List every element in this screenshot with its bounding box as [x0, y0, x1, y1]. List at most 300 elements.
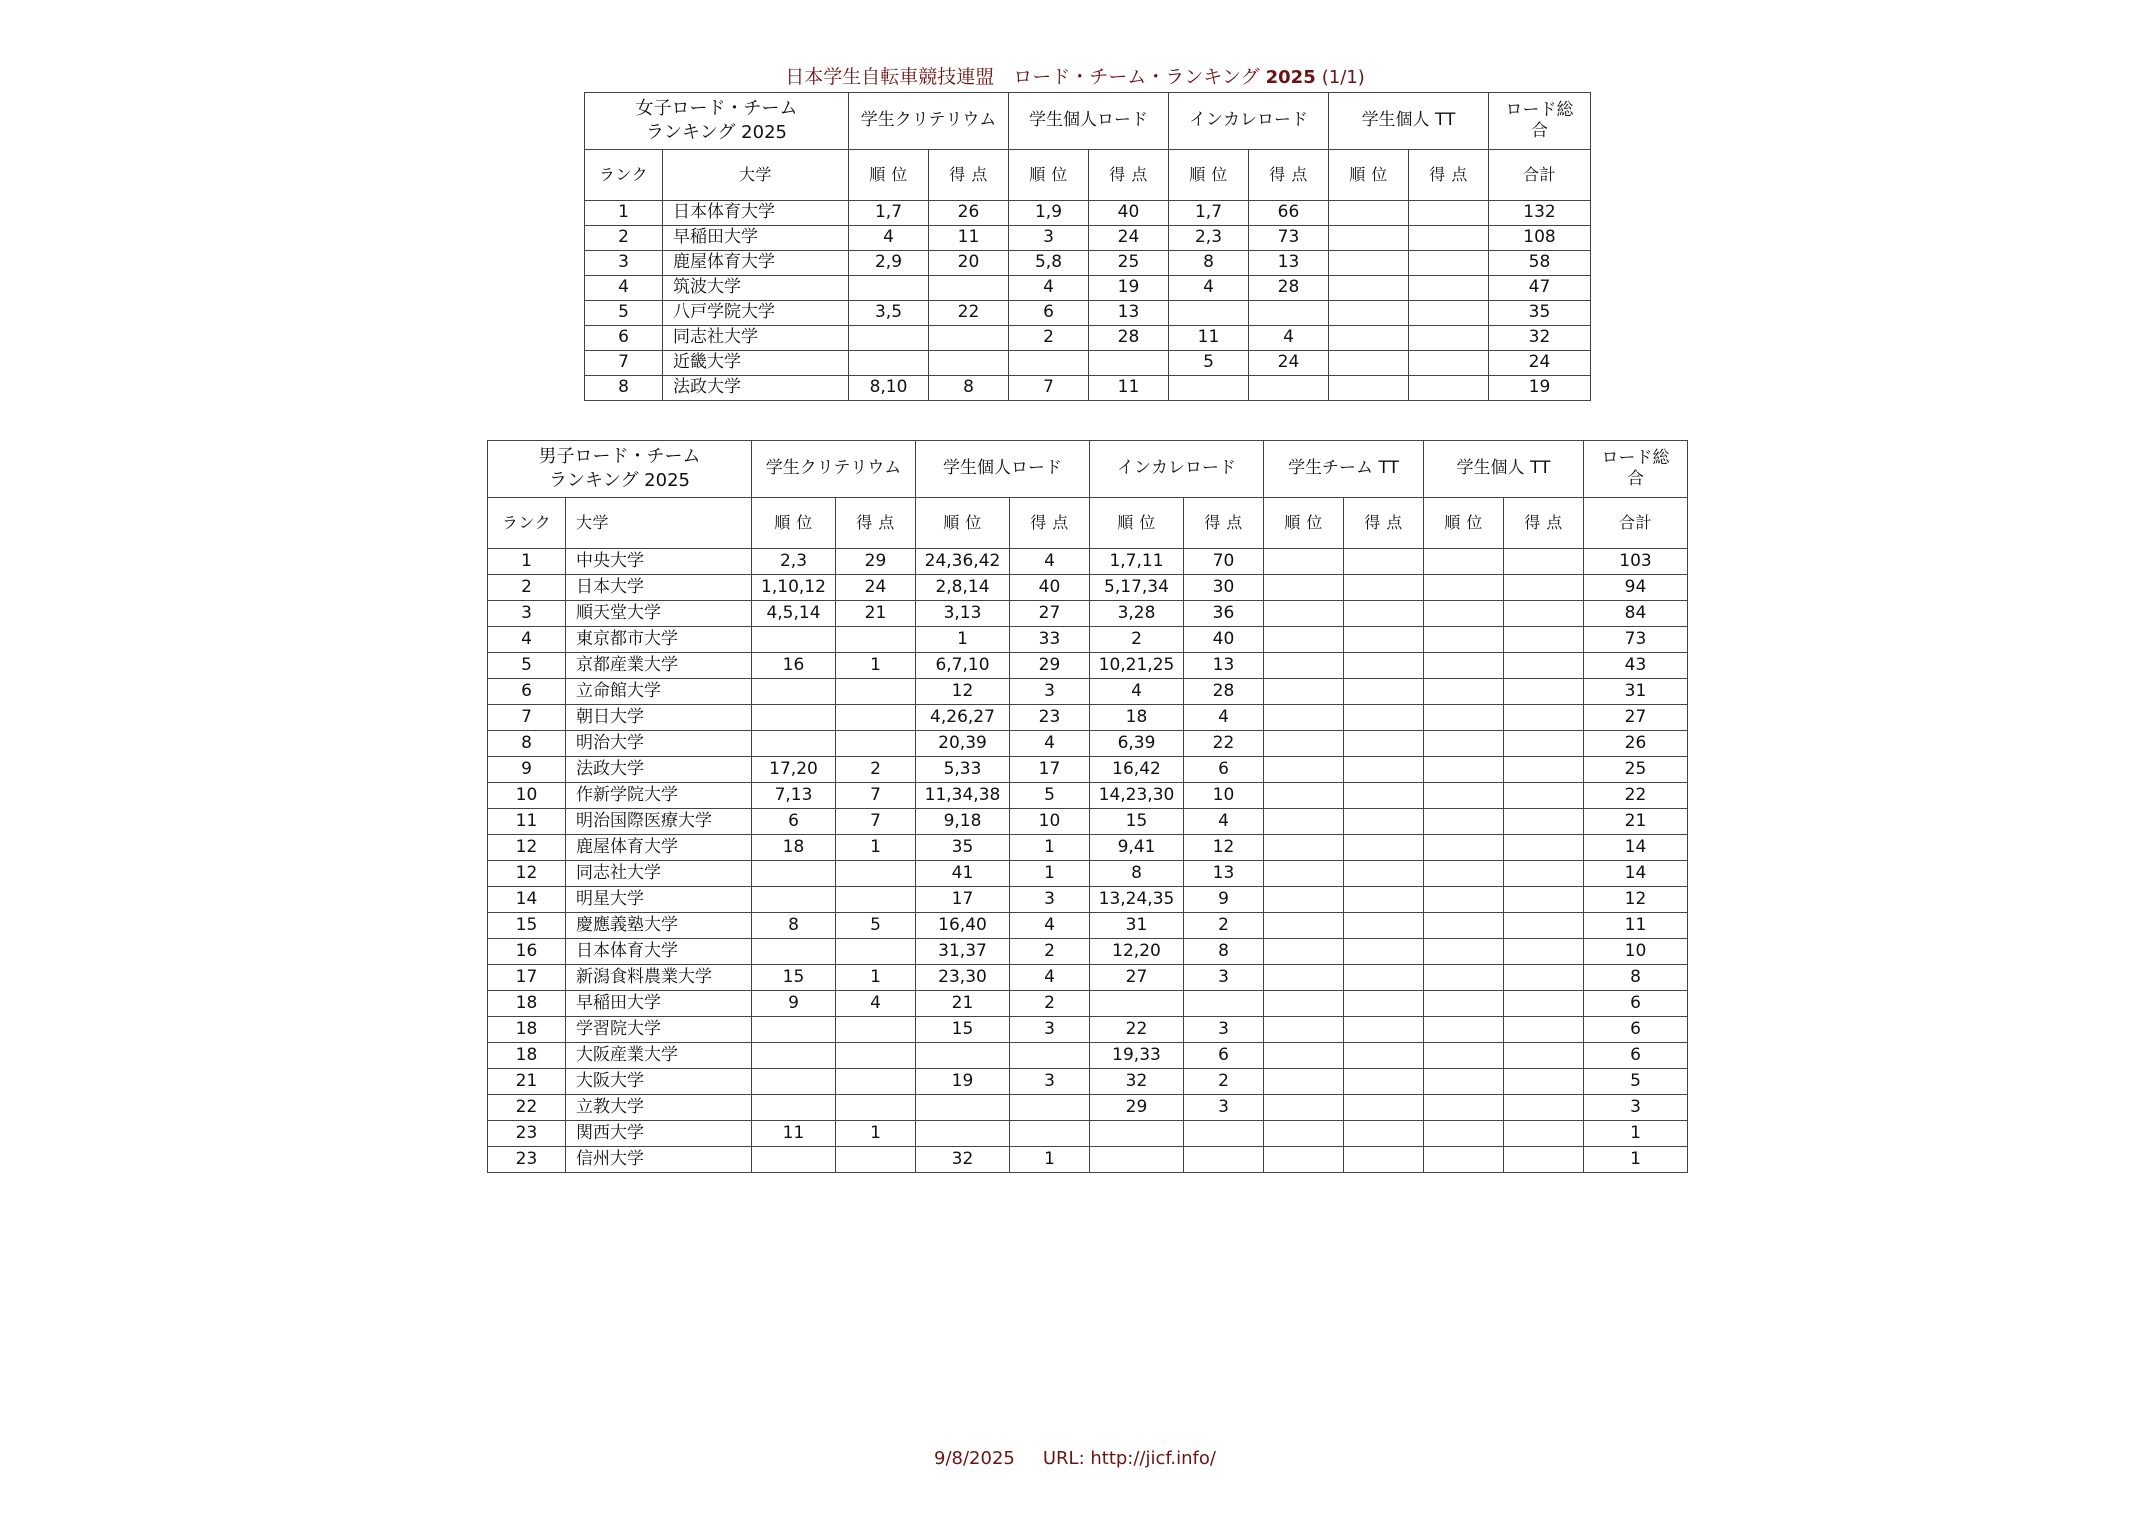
men-cell-ic_pl — [1090, 1121, 1184, 1147]
men-cell-ttt_pt — [1344, 1043, 1424, 1069]
men-cell-rank: 5 — [488, 653, 566, 679]
women-cell-ic_pt: 13 — [1249, 251, 1329, 276]
men-table-row — [488, 549, 1688, 575]
men-cell-tt_pt — [1504, 549, 1584, 575]
women-cell-uni: 法政大学 — [663, 376, 849, 401]
men-table-row — [488, 783, 1688, 809]
men-cell-i_pl: 19 — [916, 1069, 1010, 1095]
men-cell-tt_pt — [1504, 783, 1584, 809]
men-cell-ic_pt: 3 — [1184, 965, 1264, 991]
men-cell-ic_pt: 3 — [1184, 1017, 1264, 1043]
women-cell-c_pl: 4 — [849, 226, 929, 251]
men-cell-i_pt: 17 — [1010, 757, 1090, 783]
women-cell-tt_pt — [1409, 226, 1489, 251]
men-cell-total: 5 — [1584, 1069, 1688, 1095]
footer-url: URL: http://jicf.info/ — [1042, 1448, 1216, 1469]
men-cell-ttt_pt — [1344, 627, 1424, 653]
men-cell-c_pl — [752, 887, 836, 913]
women-cell-rank: 2 — [585, 226, 663, 251]
men-cell-ttt_pl — [1264, 627, 1344, 653]
women-sub-tt-place: 順 位 — [1329, 150, 1409, 201]
women-cell-tt_pl — [1329, 201, 1409, 226]
men-cell-uni: 東京都市大学 — [566, 627, 752, 653]
men-table-row — [488, 939, 1688, 965]
men-cell-tt_pl — [1424, 809, 1504, 835]
men-cell-c_pl: 16 — [752, 653, 836, 679]
men-cell-i_pl: 21 — [916, 991, 1010, 1017]
women-cell-i_pl: 7 — [1009, 376, 1089, 401]
men-cell-ic_pt: 12 — [1184, 835, 1264, 861]
women-table-row — [585, 376, 1591, 401]
men-cell-i_pl: 12 — [916, 679, 1010, 705]
men-cell-c_pt — [836, 731, 916, 757]
page-footer — [0, 1448, 2150, 1469]
men-cell-i_pt: 1 — [1010, 861, 1090, 887]
women-cell-c_pt — [929, 326, 1009, 351]
women-cell-tt_pt — [1409, 251, 1489, 276]
men-cell-rank: 18 — [488, 991, 566, 1017]
men-cell-rank: 10 — [488, 783, 566, 809]
men-cell-tt_pl — [1424, 939, 1504, 965]
men-cell-i_pl: 5,33 — [916, 757, 1010, 783]
men-cell-tt_pt — [1504, 1121, 1584, 1147]
men-table-row — [488, 1017, 1688, 1043]
women-cell-ic_pt — [1249, 301, 1329, 326]
men-cell-rank: 8 — [488, 731, 566, 757]
men-cell-uni: 鹿屋体育大学 — [566, 835, 752, 861]
women-cell-i_pl: 3 — [1009, 226, 1089, 251]
men-cell-ic_pl — [1090, 1147, 1184, 1173]
men-cell-ttt_pl — [1264, 991, 1344, 1017]
men-cell-i_pl: 9,18 — [916, 809, 1010, 835]
women-cell-c_pt: 11 — [929, 226, 1009, 251]
men-cell-total: 21 — [1584, 809, 1688, 835]
men-cell-rank: 23 — [488, 1121, 566, 1147]
men-table-row — [488, 1043, 1688, 1069]
men-cell-ic_pl: 19,33 — [1090, 1043, 1184, 1069]
men-cell-c_pl — [752, 731, 836, 757]
women-cell-ic_pt: 66 — [1249, 201, 1329, 226]
men-cell-rank: 2 — [488, 575, 566, 601]
men-cell-tt_pl — [1424, 913, 1504, 939]
men-cell-uni: 日本体育大学 — [566, 939, 752, 965]
men-cell-ttt_pt — [1344, 549, 1424, 575]
men-cell-ttt_pl — [1264, 757, 1344, 783]
women-header-road-total: ロード総 合 — [1489, 93, 1591, 150]
men-cell-tt_pt — [1504, 991, 1584, 1017]
men-cell-tt_pt — [1504, 809, 1584, 835]
men-table-row — [488, 601, 1688, 627]
men-cell-ttt_pl — [1264, 1017, 1344, 1043]
men-cell-i_pl: 1 — [916, 627, 1010, 653]
men-cell-rank: 4 — [488, 627, 566, 653]
men-table-row — [488, 991, 1688, 1017]
men-cell-ttt_pl — [1264, 1095, 1344, 1121]
men-cell-rank: 7 — [488, 705, 566, 731]
men-cell-c_pl — [752, 705, 836, 731]
women-header-criterium: 学生クリテリウム — [849, 93, 1009, 150]
men-cell-ic_pl: 27 — [1090, 965, 1184, 991]
women-cell-total: 108 — [1489, 226, 1591, 251]
men-cell-i_pt: 3 — [1010, 1017, 1090, 1043]
men-table-row — [488, 731, 1688, 757]
men-cell-total: 8 — [1584, 965, 1688, 991]
men-subheader-row — [488, 498, 1688, 549]
men-table-row — [488, 705, 1688, 731]
men-cell-c_pl: 7,13 — [752, 783, 836, 809]
men-cell-uni: 朝日大学 — [566, 705, 752, 731]
men-cell-i_pt — [1010, 1095, 1090, 1121]
men-cell-tt_pl — [1424, 1095, 1504, 1121]
men-cell-i_pl: 32 — [916, 1147, 1010, 1173]
women-cell-uni: 近畿大学 — [663, 351, 849, 376]
women-sub-intercollege-points: 得 点 — [1249, 150, 1329, 201]
men-cell-uni: 学習院大学 — [566, 1017, 752, 1043]
women-cell-tt_pl — [1329, 276, 1409, 301]
men-cell-total: 94 — [1584, 575, 1688, 601]
men-cell-ttt_pt — [1344, 887, 1424, 913]
men-cell-ic_pt: 8 — [1184, 939, 1264, 965]
men-cell-c_pt — [836, 1069, 916, 1095]
men-cell-uni: 早稲田大学 — [566, 991, 752, 1017]
men-cell-c_pl — [752, 1069, 836, 1095]
women-cell-tt_pl — [1329, 351, 1409, 376]
women-table-caption: 女子ロード・チーム ランキング 2025 — [585, 93, 849, 150]
men-sub-team-tt-points: 得 点 — [1344, 498, 1424, 549]
women-sub-individual-points: 得 点 — [1089, 150, 1169, 201]
men-cell-ttt_pl — [1264, 783, 1344, 809]
men-cell-ic_pt: 4 — [1184, 705, 1264, 731]
men-cell-total: 10 — [1584, 939, 1688, 965]
women-cell-total: 19 — [1489, 376, 1591, 401]
men-cell-i_pt: 4 — [1010, 965, 1090, 991]
men-cell-ttt_pl — [1264, 965, 1344, 991]
men-cell-total: 14 — [1584, 861, 1688, 887]
men-cell-ttt_pl — [1264, 1121, 1344, 1147]
men-cell-tt_pt — [1504, 731, 1584, 757]
women-cell-i_pl — [1009, 351, 1089, 376]
men-cell-ic_pt: 10 — [1184, 783, 1264, 809]
men-cell-ic_pt: 13 — [1184, 653, 1264, 679]
men-cell-i_pl — [916, 1121, 1010, 1147]
women-header-individual-road: 学生個人ロード — [1009, 93, 1169, 150]
men-cell-c_pt: 24 — [836, 575, 916, 601]
men-cell-tt_pt — [1504, 1147, 1584, 1173]
men-cell-total: 6 — [1584, 991, 1688, 1017]
men-cell-ic_pl: 18 — [1090, 705, 1184, 731]
men-cell-ttt_pt — [1344, 601, 1424, 627]
men-cell-c_pt — [836, 1017, 916, 1043]
men-table-row — [488, 965, 1688, 991]
title-year: 2025 — [1265, 67, 1316, 88]
men-cell-ttt_pt — [1344, 809, 1424, 835]
men-cell-i_pl: 23,30 — [916, 965, 1010, 991]
men-cell-c_pt: 21 — [836, 601, 916, 627]
women-cell-c_pl — [849, 276, 929, 301]
men-cell-c_pl — [752, 861, 836, 887]
men-cell-total: 22 — [1584, 783, 1688, 809]
women-cell-c_pt: 20 — [929, 251, 1009, 276]
men-cell-ic_pl: 31 — [1090, 913, 1184, 939]
men-cell-ic_pl: 32 — [1090, 1069, 1184, 1095]
men-cell-ttt_pl — [1264, 705, 1344, 731]
women-cell-i_pt: 28 — [1089, 326, 1169, 351]
men-cell-ttt_pl — [1264, 731, 1344, 757]
men-cell-ic_pl: 2 — [1090, 627, 1184, 653]
men-cell-rank: 12 — [488, 861, 566, 887]
men-table-row — [488, 835, 1688, 861]
women-cell-tt_pl — [1329, 251, 1409, 276]
women-cell-ic_pt — [1249, 376, 1329, 401]
women-cell-uni: 日本体育大学 — [663, 201, 849, 226]
men-cell-uni: 大阪大学 — [566, 1069, 752, 1095]
men-cell-c_pl: 1,10,12 — [752, 575, 836, 601]
women-cell-tt_pt — [1409, 276, 1489, 301]
men-cell-uni: 中央大学 — [566, 549, 752, 575]
men-header-team-tt: 学生チーム TT — [1264, 441, 1424, 498]
women-cell-total: 24 — [1489, 351, 1591, 376]
women-cell-total: 132 — [1489, 201, 1591, 226]
men-cell-ic_pt: 3 — [1184, 1095, 1264, 1121]
women-cell-uni: 鹿屋体育大学 — [663, 251, 849, 276]
men-header-individual-road: 学生個人ロード — [916, 441, 1090, 498]
men-cell-ttt_pt — [1344, 1147, 1424, 1173]
women-cell-c_pl — [849, 351, 929, 376]
men-cell-tt_pt — [1504, 835, 1584, 861]
women-sub-tt-points: 得 点 — [1409, 150, 1489, 201]
men-cell-rank: 15 — [488, 913, 566, 939]
men-cell-ic_pt: 36 — [1184, 601, 1264, 627]
women-cell-c_pt — [929, 276, 1009, 301]
women-sub-individual-place: 順 位 — [1009, 150, 1089, 201]
men-cell-c_pl: 11 — [752, 1121, 836, 1147]
women-cell-rank: 4 — [585, 276, 663, 301]
men-table-row — [488, 913, 1688, 939]
men-cell-c_pt — [836, 861, 916, 887]
women-header-intercollege-road: インカレロード — [1169, 93, 1329, 150]
men-cell-tt_pl — [1424, 1069, 1504, 1095]
men-cell-ttt_pt — [1344, 1069, 1424, 1095]
men-cell-i_pl: 3,13 — [916, 601, 1010, 627]
women-cell-i_pt: 24 — [1089, 226, 1169, 251]
women-cell-i_pl: 6 — [1009, 301, 1089, 326]
men-cell-ic_pt: 2 — [1184, 1069, 1264, 1095]
men-cell-ic_pl: 12,20 — [1090, 939, 1184, 965]
men-cell-i_pl: 31,37 — [916, 939, 1010, 965]
men-table-row — [488, 653, 1688, 679]
men-cell-c_pl: 4,5,14 — [752, 601, 836, 627]
men-cell-ttt_pl — [1264, 549, 1344, 575]
men-cell-uni: 日本大学 — [566, 575, 752, 601]
men-cell-total: 1 — [1584, 1121, 1688, 1147]
women-subheader-row — [585, 150, 1591, 201]
men-cell-c_pl: 2,3 — [752, 549, 836, 575]
men-cell-c_pl: 9 — [752, 991, 836, 1017]
men-cell-c_pl — [752, 1095, 836, 1121]
men-header-individual-tt: 学生個人 TT — [1424, 441, 1584, 498]
men-cell-tt_pl — [1424, 575, 1504, 601]
men-cell-ttt_pt — [1344, 939, 1424, 965]
men-sub-individual-tt-points: 得 点 — [1504, 498, 1584, 549]
women-table-row — [585, 226, 1591, 251]
men-cell-i_pl: 35 — [916, 835, 1010, 861]
men-cell-c_pl — [752, 1043, 836, 1069]
men-cell-total: 31 — [1584, 679, 1688, 705]
men-cell-ttt_pt — [1344, 991, 1424, 1017]
women-cell-c_pt: 26 — [929, 201, 1009, 226]
men-cell-c_pt — [836, 939, 916, 965]
men-cell-tt_pl — [1424, 991, 1504, 1017]
men-cell-c_pt — [836, 627, 916, 653]
men-cell-tt_pt — [1504, 887, 1584, 913]
men-table-row — [488, 1147, 1688, 1173]
women-cell-tt_pl — [1329, 226, 1409, 251]
women-cell-tt_pl — [1329, 301, 1409, 326]
men-cell-ic_pl: 29 — [1090, 1095, 1184, 1121]
men-table-row — [488, 575, 1688, 601]
men-cell-ic_pl: 16,42 — [1090, 757, 1184, 783]
women-sub-sum: 合計 — [1489, 150, 1591, 201]
women-cell-tt_pt — [1409, 301, 1489, 326]
men-cell-i_pt: 4 — [1010, 913, 1090, 939]
men-cell-total: 14 — [1584, 835, 1688, 861]
men-cell-rank: 23 — [488, 1147, 566, 1173]
women-cell-ic_pl: 5 — [1169, 351, 1249, 376]
men-cell-tt_pt — [1504, 1069, 1584, 1095]
women-cell-c_pl: 3,5 — [849, 301, 929, 326]
men-sub-criterium-points: 得 点 — [836, 498, 916, 549]
men-cell-ic_pt: 2 — [1184, 913, 1264, 939]
men-cell-total: 1 — [1584, 1147, 1688, 1173]
men-cell-ic_pt: 4 — [1184, 809, 1264, 835]
women-cell-total: 35 — [1489, 301, 1591, 326]
men-table-row — [488, 1121, 1688, 1147]
men-cell-rank: 9 — [488, 757, 566, 783]
women-cell-uni: 筑波大学 — [663, 276, 849, 301]
men-table-row — [488, 887, 1688, 913]
women-cell-ic_pt: 24 — [1249, 351, 1329, 376]
women-cell-uni: 同志社大学 — [663, 326, 849, 351]
men-header-row — [488, 441, 1688, 498]
women-cell-total: 58 — [1489, 251, 1591, 276]
men-cell-rank: 11 — [488, 809, 566, 835]
men-cell-uni: 明星大学 — [566, 887, 752, 913]
title-page-indicator: (1/1) — [1321, 67, 1365, 88]
men-cell-c_pt: 5 — [836, 913, 916, 939]
men-cell-tt_pl — [1424, 757, 1504, 783]
men-cell-tt_pl — [1424, 835, 1504, 861]
men-cell-rank: 18 — [488, 1043, 566, 1069]
men-table-row — [488, 627, 1688, 653]
women-cell-rank: 1 — [585, 201, 663, 226]
men-cell-total: 84 — [1584, 601, 1688, 627]
women-cell-uni: 八戸学院大学 — [663, 301, 849, 326]
men-cell-rank: 1 — [488, 549, 566, 575]
men-cell-tt_pt — [1504, 939, 1584, 965]
men-cell-c_pt: 1 — [836, 835, 916, 861]
men-cell-c_pl: 15 — [752, 965, 836, 991]
men-cell-uni: 京都産業大学 — [566, 653, 752, 679]
men-cell-rank: 17 — [488, 965, 566, 991]
women-table-row — [585, 251, 1591, 276]
men-cell-ic_pt: 9 — [1184, 887, 1264, 913]
men-cell-ic_pt: 28 — [1184, 679, 1264, 705]
men-cell-c_pl: 17,20 — [752, 757, 836, 783]
men-cell-ttt_pt — [1344, 1121, 1424, 1147]
men-cell-i_pl: 15 — [916, 1017, 1010, 1043]
men-cell-tt_pl — [1424, 861, 1504, 887]
women-cell-ic_pl: 11 — [1169, 326, 1249, 351]
men-table-row — [488, 679, 1688, 705]
men-cell-uni: 立命館大学 — [566, 679, 752, 705]
men-cell-c_pt: 4 — [836, 991, 916, 1017]
men-cell-uni: 慶應義塾大学 — [566, 913, 752, 939]
men-sub-sum: 合計 — [1584, 498, 1688, 549]
title-text: 日本学生自転車競技連盟 ロード・チーム・ランキング — [785, 66, 1260, 88]
men-cell-i_pt: 10 — [1010, 809, 1090, 835]
men-cell-tt_pl — [1424, 1121, 1504, 1147]
men-cell-ttt_pl — [1264, 913, 1344, 939]
men-table-row — [488, 1095, 1688, 1121]
women-cell-ic_pt: 4 — [1249, 326, 1329, 351]
women-cell-tt_pt — [1409, 351, 1489, 376]
men-header-criterium: 学生クリテリウム — [752, 441, 916, 498]
men-cell-i_pl: 20,39 — [916, 731, 1010, 757]
women-cell-i_pl: 4 — [1009, 276, 1089, 301]
women-cell-i_pl: 2 — [1009, 326, 1089, 351]
men-cell-i_pt: 29 — [1010, 653, 1090, 679]
men-header-road-total: ロード総 合 — [1584, 441, 1688, 498]
women-header-row — [585, 93, 1591, 150]
men-cell-tt_pt — [1504, 679, 1584, 705]
men-cell-ttt_pt — [1344, 679, 1424, 705]
women-cell-uni: 早稲田大学 — [663, 226, 849, 251]
men-cell-ttt_pt — [1344, 731, 1424, 757]
men-cell-tt_pl — [1424, 887, 1504, 913]
men-sub-team-tt-place: 順 位 — [1264, 498, 1344, 549]
men-cell-c_pl — [752, 1147, 836, 1173]
women-cell-c_pt — [929, 351, 1009, 376]
men-cell-total: 3 — [1584, 1095, 1688, 1121]
women-cell-ic_pl — [1169, 376, 1249, 401]
men-cell-i_pt — [1010, 1121, 1090, 1147]
men-cell-i_pt: 3 — [1010, 679, 1090, 705]
men-ranking-table — [487, 440, 1688, 1173]
men-cell-c_pl — [752, 627, 836, 653]
men-cell-tt_pl — [1424, 679, 1504, 705]
women-cell-i_pt — [1089, 351, 1169, 376]
women-cell-total: 32 — [1489, 326, 1591, 351]
men-cell-ic_pt — [1184, 1121, 1264, 1147]
men-cell-ic_pl: 13,24,35 — [1090, 887, 1184, 913]
men-cell-ttt_pt — [1344, 913, 1424, 939]
men-cell-uni: 明治国際医療大学 — [566, 809, 752, 835]
women-cell-rank: 3 — [585, 251, 663, 276]
men-cell-tt_pl — [1424, 549, 1504, 575]
men-cell-uni: 新潟食料農業大学 — [566, 965, 752, 991]
women-cell-ic_pl: 2,3 — [1169, 226, 1249, 251]
men-cell-i_pl: 4,26,27 — [916, 705, 1010, 731]
men-cell-i_pt: 4 — [1010, 731, 1090, 757]
men-cell-tt_pl — [1424, 601, 1504, 627]
men-cell-tt_pl — [1424, 627, 1504, 653]
men-cell-rank: 14 — [488, 887, 566, 913]
men-cell-rank: 18 — [488, 1017, 566, 1043]
men-table-row — [488, 861, 1688, 887]
men-cell-tt_pt — [1504, 575, 1584, 601]
men-cell-c_pt: 1 — [836, 653, 916, 679]
women-cell-i_pt: 11 — [1089, 376, 1169, 401]
